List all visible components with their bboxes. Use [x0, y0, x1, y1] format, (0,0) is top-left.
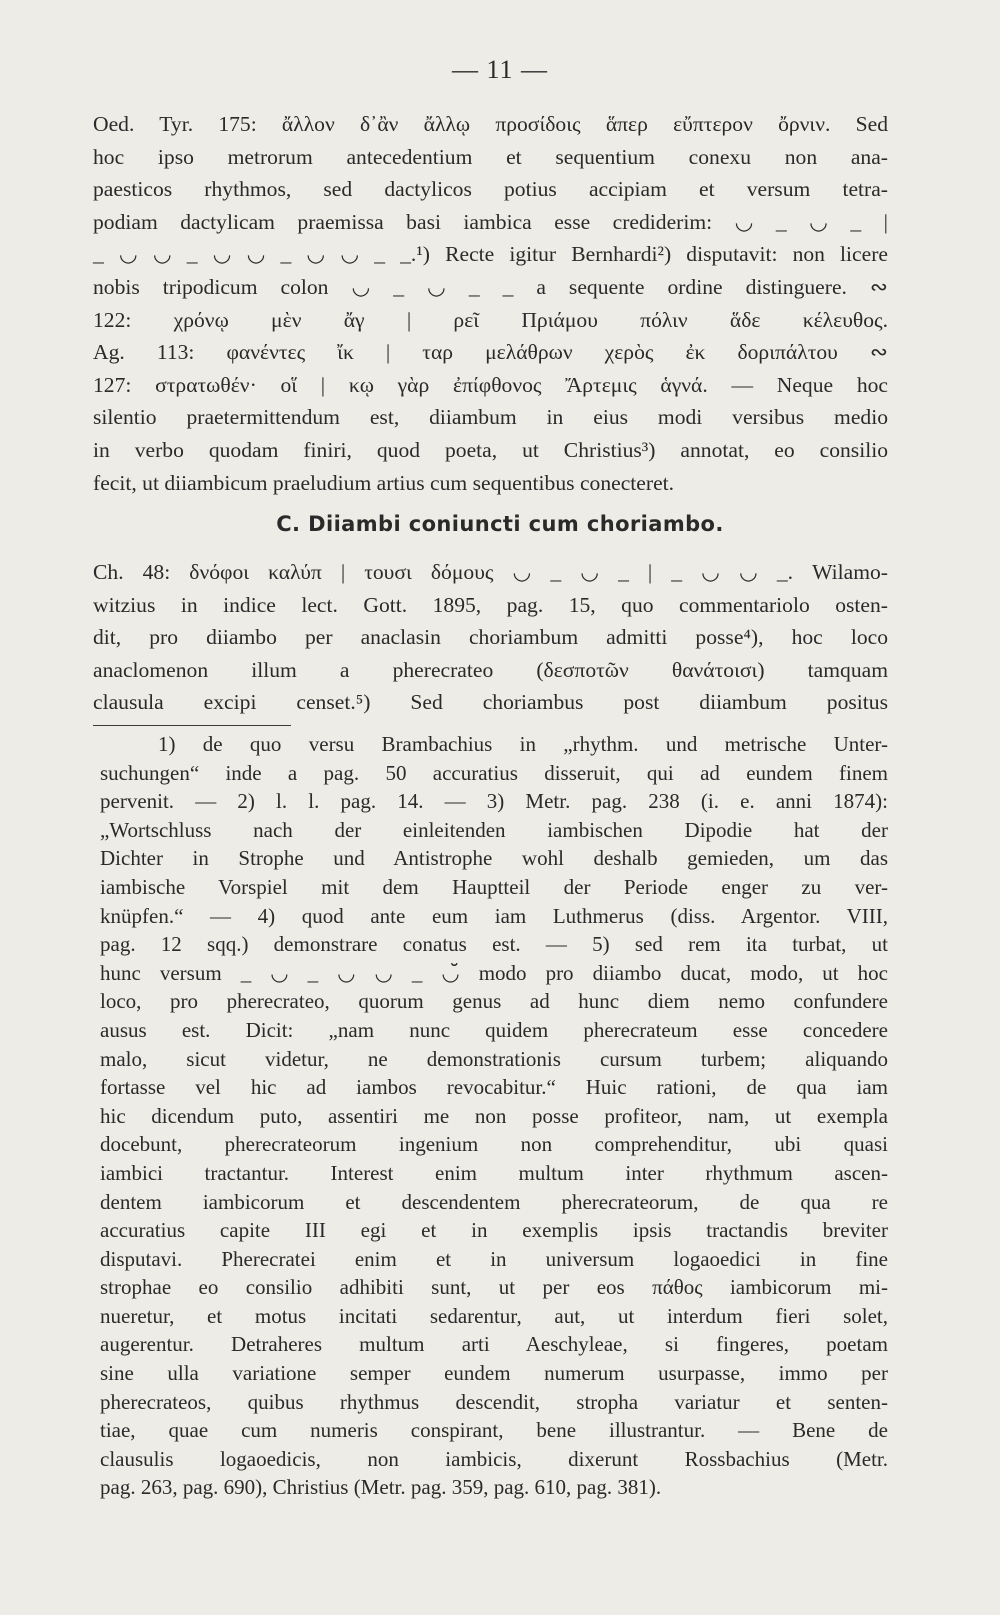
- text-line: docebunt, pherecrateorum ingenium non comprehenditur, ubi quasi: [100, 1132, 888, 1157]
- text-line: 1) de quo versu Brambachius in „rhythm. und metrische Unter-: [158, 732, 888, 756]
- text-line: pag. 263, pag. 690), Christius (Metr. pag. 359, pag. 610, pag. 381).: [100, 1475, 662, 1500]
- text-line: fortasse vel hic ad iambos revocabitur.“ Huic rationi, de qua iam: [100, 1075, 888, 1100]
- text-line: Ag. 113: φανέντες ἴκ | ταρ μελάθρων χερὸς ἐκ δοριπάλτου ∾: [93, 340, 888, 365]
- text-line: Dichter in Strophe und Antistrophe wohl deshalb gemieden, um das: [100, 846, 888, 871]
- text-line: Ch. 48: δνόφοι καλύπ | τουσι δόμους ◡ _ ◡ _ | _ ◡ ◡ _. Wilamo-: [93, 560, 888, 584]
- footnotes: [100, 730, 888, 1502]
- text-line: nobis tripodicum colon ◡ _ ◡ _ _ a sequente ordine distinguere. ∾: [93, 274, 888, 299]
- text-line: hunc versum _ ◡ _ ◡ ◡ _ ◡̆ modo pro diiambo ducat, modo, ut hoc: [100, 960, 888, 985]
- text-line: in verbo quodam finiri, quod poeta, ut Christius³) annotat, eo consilio: [93, 437, 888, 462]
- text-line: hic dicendum puto, assentiri me non posse profiteor, nam, ut exempla: [100, 1103, 888, 1128]
- text-line: knüpfen.“ — 4) quod ante eum iam Luthmerus (diss. Argentor. VIII,: [100, 903, 888, 928]
- section-two-text: [93, 556, 888, 719]
- text-line: silentio praetermittendum est, diiambum in eius modi versibus medio: [93, 405, 888, 430]
- text-line: loco, pro pherecrateo, quorum genus ad hunc diem nemo confundere: [100, 989, 888, 1014]
- text-line: disputavi. Pherecratei enim et in universum logaoedici in fine: [100, 1246, 888, 1271]
- text-line: 127: στρατωθέν· οἵ | κῳ γὰρ ἐπίφθονος Ἄρτεμις ἁγνά. — Neque hoc: [93, 372, 888, 397]
- text-line: dentem iambicorum et descendentem pherecrateorum, de qua re: [100, 1189, 888, 1214]
- section-one-text: [93, 108, 888, 499]
- text-line: iambische Vorspiel mit dem Hauptteil der Periode enger zu ver-: [100, 874, 888, 899]
- text-line: strophae eo consilio adhibiti sunt, ut per eos πάθος iambicorum mi-: [100, 1275, 888, 1300]
- text-line: dit, pro diiambo per anaclasin choriambum admitti posse⁴), hoc loco: [93, 625, 888, 650]
- text-line: suchungen“ inde a pag. 50 accuratius disseruit, qui ad eundem finem: [100, 760, 888, 785]
- text-line: paesticos rhythmos, sed dactylicos potius accipiam et versum tetra-: [93, 177, 888, 202]
- text-line: nueretur, et motus incitati sedarentur, aut, ut interdum fieri solet,: [100, 1303, 888, 1328]
- text-line: podiam dactylicam praemissa basi iambica esse crediderim: ◡ _ ◡ _ |: [93, 209, 888, 234]
- text-line: hoc ipso metrorum antecedentium et sequentium conexu non ana-: [93, 144, 888, 169]
- text-line: Oed. Tyr. 175: ἄλλον δ᾽ἂν ἄλλῳ προσίδοις ἅπερ εὔπτερον ὄρνιν. Sed: [93, 112, 888, 136]
- text-line: augerentur. Detraheres multum arti Aeschyleae, si fingeres, poetam: [100, 1332, 888, 1357]
- footnote-rule: [93, 725, 291, 726]
- text-line: 122: χρόνῳ μὲν ἄγ | ρεῖ Πριάμου πόλιν ἅδε κέλευθος.: [93, 307, 888, 332]
- text-line: clausulis logaoedicis, non iambicis, dixerunt Rossbachius (Metr.: [100, 1446, 888, 1471]
- text-line: _ ◡ ◡ _ ◡ ◡ _ ◡ ◡ _ _.¹) Recte igitur Bernhardi²) disputavit: non licere: [93, 242, 888, 267]
- text-line: pervenit. — 2) l. l. pag. 14. — 3) Metr. pag. 238 (i. e. anni 1874):: [100, 789, 888, 814]
- text-line: sine ulla variatione semper eundem numerum usurpasse, immo per: [100, 1361, 888, 1386]
- section-heading: C. Diiambi coniuncti cum choriambo.: [276, 512, 724, 536]
- text-line: clausula excipi censet.⁵) Sed choriambus post diiambum positus: [93, 690, 888, 715]
- text-line: anaclomenon illum a pherecrateo (δεσποτῶν θανάτοισι) tamquam: [93, 657, 888, 682]
- page-number: — 11 —: [451, 55, 549, 84]
- text-line: malo, sicut videtur, ne demonstrationis cursum turbem; aliquando: [100, 1046, 888, 1071]
- text-line: iambici tractantur. Interest enim multum inter rhythmum ascen-: [100, 1160, 888, 1185]
- text-line: fecit, ut diiambicum praeludium artius cum sequentibus conecteret.: [93, 470, 675, 495]
- text-line: tiae, quae cum numeris conspirant, bene illustrantur. — Bene de: [100, 1418, 888, 1443]
- text-line: pherecrateos, quibus rhythmus descendit, stropha variatur et senten-: [100, 1389, 888, 1414]
- text-line: witzius in indice lect. Gott. 1895, pag. 15, quo commentariolo osten-: [93, 592, 888, 617]
- text-line: ausus est. Dicit: „nam nunc quidem pherecrateum esse concedere: [100, 1017, 888, 1042]
- text-line: accuratius capite III egi et in exemplis ipsis tractandis breviter: [100, 1218, 888, 1243]
- text-line: pag. 12 sqq.) demonstrare conatus est. — 5) sed rem ita turbat, ut: [100, 932, 888, 957]
- text-line: „Wortschluss nach der einleitenden iambischen Dipodie hat der: [100, 817, 888, 842]
